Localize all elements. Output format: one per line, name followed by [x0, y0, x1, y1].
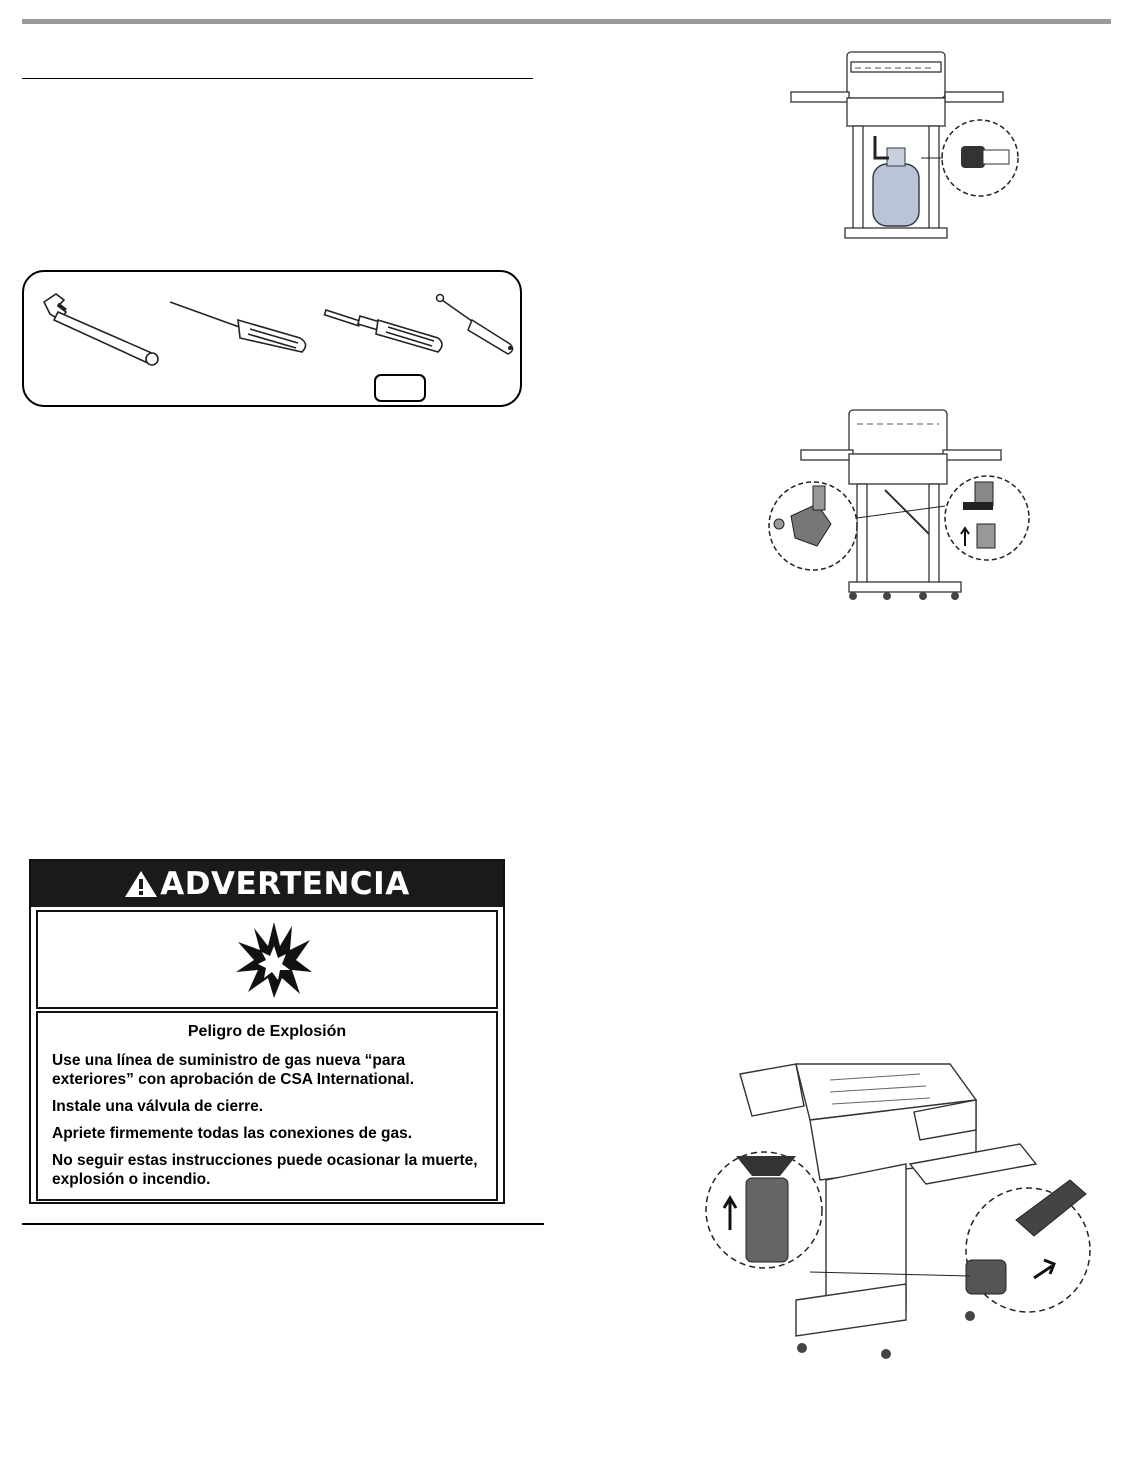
warning-line-3: Apriete firmemente todas las conexiones de gas. — [52, 1125, 413, 1142]
hazard-title: Peligro de Explosión — [187, 1023, 347, 1040]
page-top-rule — [22, 19, 1111, 24]
grill-regulator-illustration — [765, 406, 1035, 606]
warning-label — [29, 859, 505, 1204]
section-rule — [22, 78, 533, 79]
section-rule-bottom — [22, 1223, 544, 1225]
warning-symbol-panel — [36, 910, 498, 1009]
warning-line-2: Instale una válvula de cierre. — [52, 1098, 264, 1115]
warning-line-1: Use una línea de suministro de gas nueva “para exteriores” con aprobación de CSA International. — [52, 1052, 415, 1088]
warning-text-panel — [36, 1011, 498, 1201]
grill-gas-line-illustration — [700, 1060, 1100, 1370]
warning-header-text: ADVERTENCIA — [160, 866, 410, 902]
warning-line-4: No seguir estas instrucciones puede ocasionar la muerte, explosión o incendio. — [52, 1152, 478, 1188]
adjustable-wrench-icon — [36, 290, 166, 370]
tools-panel — [22, 270, 522, 407]
explosion-icon — [234, 920, 314, 1000]
warning-header — [31, 861, 503, 907]
phillips-screwdriver-icon — [164, 298, 314, 360]
grill-lp-tank-illustration — [785, 46, 1035, 246]
tool-label-box — [374, 374, 426, 402]
lp-tank-icon — [873, 148, 919, 226]
small-screwdriver-icon — [432, 290, 522, 358]
warning-triangle-icon — [124, 869, 158, 899]
